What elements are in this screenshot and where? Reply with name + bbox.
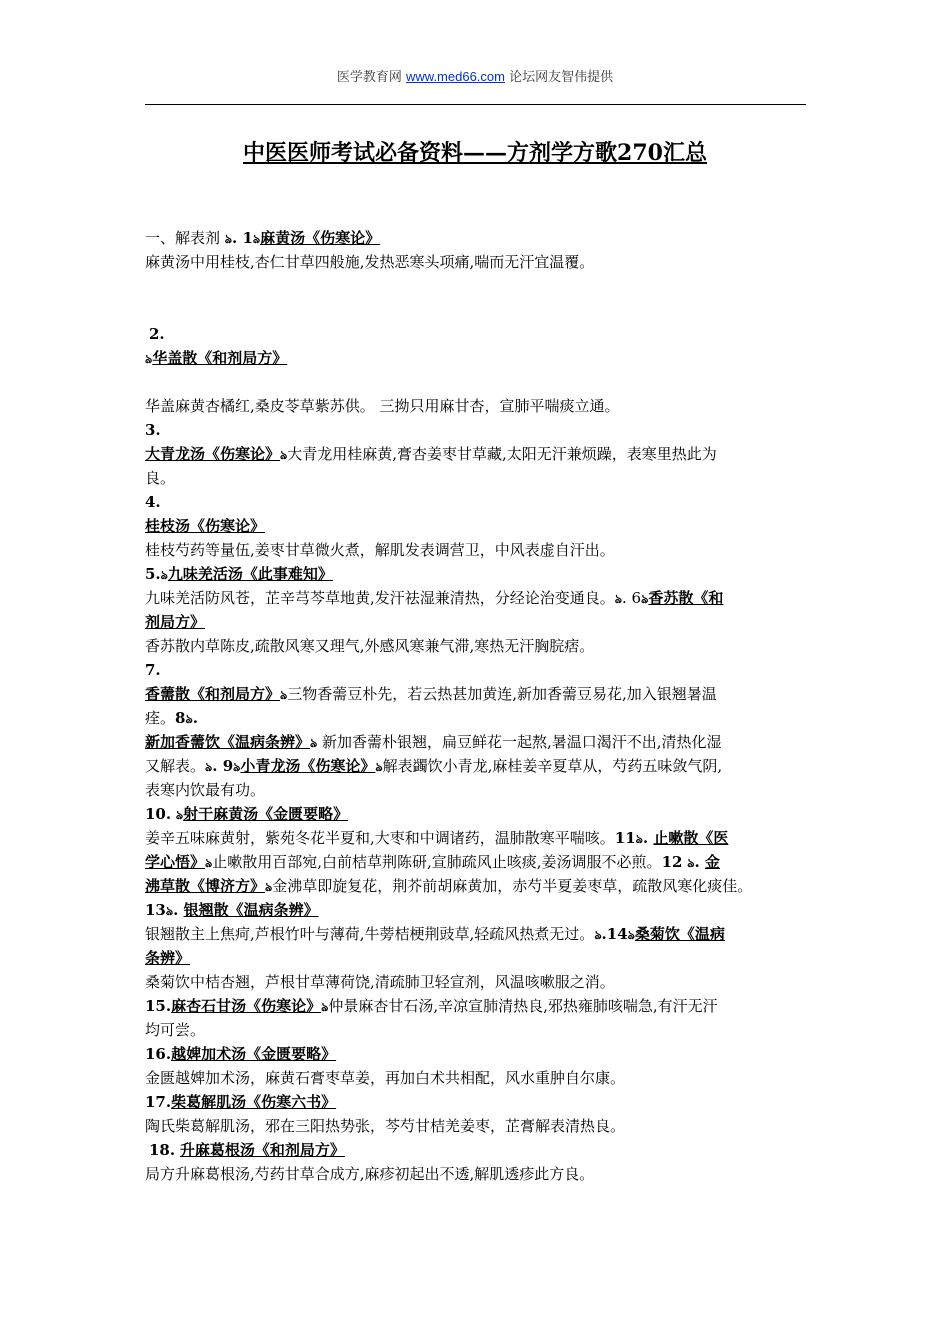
verse-text: 陶氏柴葛解肌汤，邪在三阳热势张，芩芍甘桔羌姜枣，芷膏解表清热良。 <box>145 1117 626 1135</box>
bullet-mark: ঌ <box>594 928 602 942</box>
verse-text: 金沸草即旋复花，荆芥前胡麻黄加，赤芍半夏姜枣草，疏散风寒化痰佳。 <box>272 877 753 895</box>
formula-name: 学心悟》 <box>145 853 206 871</box>
page-header <box>0 66 950 85</box>
verse-text: 姜辛五味麻黄射，紫苑冬花半夏和,大枣和中调诸药，温肺散寒平喘咳。 <box>145 829 615 847</box>
bullet-mark: ঌ <box>265 880 273 894</box>
formula-heading <box>145 346 807 370</box>
formula-heading <box>145 1138 807 1162</box>
formula-heading <box>145 562 807 586</box>
formula-name: 柴葛解肌汤《伤寒六书》 <box>171 1093 337 1111</box>
formula-entry <box>145 730 807 754</box>
item-number: 3. <box>145 421 161 439</box>
verse-text: 三物香薷豆朴先，若云热甚加黄连,新加香薷豆易花,加入银翘暑温 <box>287 685 717 703</box>
item-number: 10. <box>145 805 172 823</box>
formula-heading: 13ঌ. 银翘散《温病条辨》 <box>145 901 319 919</box>
formula-name: 小青龙汤《伤寒论》 <box>240 757 376 775</box>
formula-name: 升麻葛根汤《和剂局方》 <box>179 1141 345 1159</box>
blank-line <box>145 298 807 322</box>
header-text-suffix: 论坛网友智伟提供 <box>504 70 614 85</box>
verse-text: 香苏散内草陈皮,疏散风寒又理气,外感风寒兼气滞,寒热无汗胸脘痞。 <box>145 637 595 655</box>
formula-entry <box>145 586 807 610</box>
verse-text: 银翘散主上焦疴,芦根竹叶与薄荷,牛蒡桔梗荆豉草,轻疏风热煮无过。 <box>145 925 595 943</box>
verse-text: 大青龙用桂麻黄,膏杏姜枣甘草藏,太阳无汗兼烦躁，表寒里热此为 <box>287 445 717 463</box>
verse-text: 九味羌活防风苍，芷辛芎芩草地黄,发汗祛湿兼清热，分经论治变通良。 <box>145 589 615 607</box>
formula-heading <box>145 1090 807 1114</box>
blank-line <box>145 370 807 394</box>
header-text: 医学教育网 <box>336 70 406 85</box>
verse-text: 金匮越婢加术汤，麻黄石膏枣草姜，再加白术共相配，风水重肿自尔康。 <box>145 1069 626 1087</box>
formula-name: 香薷散《和剂局方》 <box>145 685 281 703</box>
verse-text: 均可尝。 <box>145 1021 206 1039</box>
verse-text: 良。 <box>145 469 176 487</box>
item-number: 14 <box>606 925 628 943</box>
verse-text: 桂枝芍药等量伍,姜枣甘草微火煮，解肌发表调营卫，中风表虚自汗出。 <box>145 541 615 559</box>
item-number: 18. <box>149 1141 176 1159</box>
item-number: 13 <box>145 901 166 919</box>
formula-name: 沸草散《博济方》 <box>145 877 266 895</box>
item-number: 16. <box>145 1045 172 1063</box>
formula-name: 射干麻黄汤《金匮要略》 <box>183 805 349 823</box>
verse-text: 仲景麻杏甘石汤,辛凉宣肺清热良,邪热雍肺咳喘急,有汗无汗 <box>328 997 718 1015</box>
verse-text: 局方升麻葛根汤,芍药甘草合成方,麻疹初起出不透,解肌透疹此方良。 <box>145 1165 595 1183</box>
formula-name: 新加香薷饮《温病条辨》 <box>145 733 311 751</box>
bullet-mark: ঌ <box>165 904 174 918</box>
formula-name: 麻黄汤《伤寒论》 <box>260 229 381 247</box>
section-heading <box>145 226 807 250</box>
bullet-mark: ঌ <box>310 736 318 750</box>
formula-name: 金 <box>704 853 720 871</box>
formula-name: 麻杏石甘汤《伤寒论》 <box>171 997 322 1015</box>
page-title: 中医医师考试必备资料——方剂学方歌270汇总 <box>243 140 707 166</box>
formula-name: 越婢加术汤《金匮要略》 <box>171 1045 337 1063</box>
bullet-mark: ঌ <box>614 592 623 606</box>
verse-text: 止嗽散用百部宛,白前桔草荆陈研,宣肺疏风止咳痰,姜汤调服不必煎。 <box>212 853 662 871</box>
formula-entry: 学心悟》ঌ止嗽散用百部宛,白前桔草荆陈研,宣肺疏风止咳痰,姜汤调服不必煎。12 ঌ. 金 <box>145 853 720 871</box>
blank-line <box>145 274 807 298</box>
bullet-mark: ঌ <box>205 856 213 870</box>
bullet-mark: ঌ <box>160 568 168 582</box>
verse-text: 桑菊饮中桔杏翘，芦根甘草薄荷饶,清疏肺卫轻宣剂，风温咳嗽服之消。 <box>145 973 615 991</box>
verse-text: 新加香薷朴银翘，扁豆鲜花一起熬,暑温口渴汗不出,清热化湿 <box>317 733 722 751</box>
item-number: 8 <box>175 709 186 727</box>
item-number: 12 <box>661 853 683 871</box>
formula-entry <box>145 994 807 1018</box>
bullet-mark: ঌ <box>233 760 241 774</box>
bullet-mark: ঌ <box>205 760 213 774</box>
formula-heading <box>145 1042 807 1066</box>
item-number: 15. <box>145 997 172 1015</box>
header-rule <box>145 104 806 105</box>
bullet-mark: ঌ <box>641 592 649 606</box>
bullet-mark: ঌ <box>224 232 233 246</box>
bullet-mark: ঌ <box>280 448 288 462</box>
verse-text: 麻黄汤中用桂枝,杏仁甘草四般施,发热恶寒头项痛,喘而无汗宜温覆。 <box>145 253 595 271</box>
formula-heading <box>145 802 807 826</box>
item-number: . 6 <box>622 589 642 607</box>
bullet-mark: ঌ <box>145 352 153 366</box>
formula-entry: 痊。8ঌ. <box>145 709 198 727</box>
item-number: 17. <box>145 1093 172 1111</box>
verse-text: 表寒内饮最有功。 <box>145 781 266 799</box>
bullet-mark: ঌ <box>175 808 184 822</box>
formula-name: 桑菊饮《温病 <box>634 925 725 943</box>
section-label: 一、解表剂 <box>145 229 221 247</box>
formula-name: 止嗽散《医 <box>653 829 729 847</box>
formula-name: 华盖散《和剂局方》 <box>152 349 288 367</box>
header-link[interactable]: www.med66.com <box>406 69 505 84</box>
formula-entry: 姜辛五味麻黄射，紫苑冬花半夏和,大枣和中调诸药，温肺散寒平喘咳。11ঌ. 止嗽散《医 <box>145 829 729 847</box>
verse-text: 又解表。 <box>145 757 206 775</box>
formula-name: 剂局方》 <box>145 613 206 631</box>
bullet-mark: ঌ <box>280 688 288 702</box>
bullet-mark: ঌ <box>635 832 643 846</box>
item-number: 4. <box>145 493 161 511</box>
formula-name: 大青龙汤《伤寒论》 <box>145 445 281 463</box>
formula-entry: 银翘散主上焦疴,芦根竹叶与薄荷,牛蒡桔梗荆豉草,轻疏风热煮无过。ঌ.14ঌ桑菊饮《温病 <box>145 925 725 943</box>
bullet-mark: ঌ <box>627 928 635 942</box>
verse-text: 痊。 <box>145 709 176 727</box>
item-number: . 1 <box>232 229 253 247</box>
verse-text: 解表蠲饮小青龙,麻桂姜辛夏草从，芍药五味敛气阴, <box>382 757 723 775</box>
verse-text: 华盖麻黄杏橘红,桑皮苓草紫苏供。 三拗只用麻甘杏，宣肺平喘痰立通。 <box>145 397 620 415</box>
formula-entry <box>145 442 807 466</box>
bullet-mark: ঌ <box>687 856 695 870</box>
bullet-mark: ঌ <box>252 232 261 246</box>
item-number: 5. <box>145 565 161 583</box>
formula-name: 桂枝汤《伤寒论》 <box>145 517 266 535</box>
formula-name: 条辨》 <box>145 949 191 967</box>
formula-entry <box>145 682 807 706</box>
document-body <box>145 226 807 1186</box>
item-number: . 9 <box>212 757 234 775</box>
formula-entry <box>145 754 807 778</box>
bullet-mark: ঌ <box>321 1000 329 1014</box>
item-number: 2. <box>149 325 165 343</box>
item-number: 11 <box>614 829 636 847</box>
formula-name: 香苏散《和 <box>648 589 724 607</box>
item-number: 7. <box>145 661 161 679</box>
formula-name: 银翘散《温病条辨》 <box>183 901 319 919</box>
formula-entry <box>145 874 807 898</box>
bullet-mark: ঌ <box>185 712 193 726</box>
formula-name: 九味羌活汤《此事难知》 <box>167 565 333 583</box>
bullet-mark: ঌ <box>375 760 383 774</box>
